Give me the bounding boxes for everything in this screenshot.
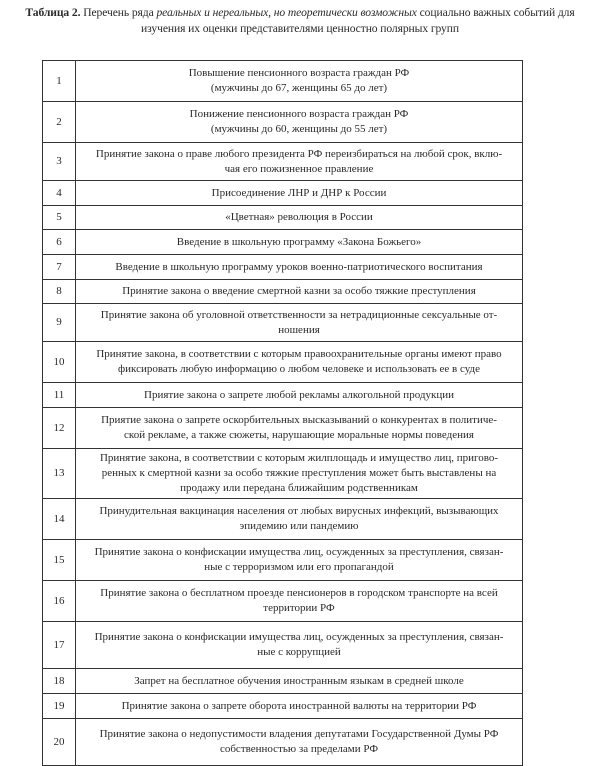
table-row xyxy=(43,255,523,280)
event-description-line: ской рекламе, а также сюжеты, нарушающие моральные нормы поведения xyxy=(124,429,474,441)
event-description xyxy=(76,255,523,280)
event-description-line: Повышение пенсионного возраста граждан РФ xyxy=(188,67,410,79)
table-row xyxy=(43,342,523,383)
event-description-line: Принятие закона о конфискации имущества лиц, осужденных за преступления, связан- xyxy=(94,631,504,643)
event-description-line: (мужчины до 60, женщины до 55 лет) xyxy=(210,123,388,135)
row-number: 5 xyxy=(43,206,76,230)
events-table xyxy=(42,60,523,766)
event-description-line: Принятие закона о праве любого президента РФ переизбираться на любой срок, вклю- xyxy=(95,147,503,160)
table-row xyxy=(43,206,523,230)
caption-italic-text: реальных и нереальных, но теоретически возможных xyxy=(156,6,417,19)
table-row xyxy=(43,719,523,766)
row-number: 2 xyxy=(43,102,76,143)
table-row xyxy=(43,540,523,581)
event-description-line: ные с терроризмом или его пропагандой xyxy=(204,561,394,573)
event-description-line: чая его пожизненное правление xyxy=(224,162,374,175)
table-row xyxy=(43,694,523,719)
row-number: 19 xyxy=(43,694,76,719)
event-description xyxy=(76,102,523,143)
row-number: 15 xyxy=(43,540,76,581)
row-number: 6 xyxy=(43,230,76,255)
event-description-line: «Цветная» революция в России xyxy=(225,211,373,223)
event-description-line: территории РФ xyxy=(263,602,335,614)
event-description xyxy=(76,304,523,342)
event-description-line: ные с коррупцией xyxy=(257,646,341,658)
event-description xyxy=(76,280,523,304)
event-description-line: Принятие закона о бесплатном проезде пенсионеров в городском транспорте на всей xyxy=(100,587,498,599)
event-description-line: Приятие закона о запрете любой рекламы алкогольной продукции xyxy=(144,388,454,401)
event-description xyxy=(76,408,523,449)
event-description-line: Принятие закона о конфискации имущества лиц, осужденных за преступления, связан- xyxy=(94,546,504,558)
event-description-line: (мужчины до 67, женщины 65 до лет) xyxy=(210,82,388,94)
event-description xyxy=(76,540,523,581)
event-description xyxy=(76,622,523,669)
event-description-line: продажу или передана ближайшим родственникам xyxy=(180,482,418,494)
row-number: 13 xyxy=(43,449,76,499)
event-description xyxy=(76,143,523,181)
table-row xyxy=(43,61,523,102)
event-description-line: ношения xyxy=(278,323,320,336)
event-description-line: ренных к смертной казни за особо тяжкие преступления может быть выставлены на xyxy=(101,467,497,479)
row-number: 9 xyxy=(43,304,76,342)
event-description xyxy=(76,581,523,622)
caption-text-after: социально важных событий для изучения их оценки представителями ценностно полярных групп xyxy=(141,6,575,35)
event-description-line: Принятие закона о введение смертной казни за особо тяжкие преступления xyxy=(122,285,476,297)
event-description-line: эпидемию или пандемию xyxy=(239,520,359,532)
table-row xyxy=(43,449,523,499)
event-description xyxy=(76,61,523,102)
event-description xyxy=(76,383,523,408)
table-row xyxy=(43,383,523,408)
row-number: 3 xyxy=(43,143,76,181)
table-row xyxy=(43,230,523,255)
row-number: 8 xyxy=(43,280,76,304)
row-number: 4 xyxy=(43,181,76,206)
event-description-line: Присоединение ЛНР и ДНР к России xyxy=(211,186,387,199)
row-number: 11 xyxy=(43,383,76,408)
table-row xyxy=(43,304,523,342)
event-description-line: Принятие закона, в соответствии с которым жилплощадь и имущество лиц, пригово- xyxy=(99,452,499,464)
row-number: 14 xyxy=(43,499,76,540)
event-description-line: Принятие закона, в соответствии с которым правоохранительные органы имеют право xyxy=(96,348,502,360)
event-description-line: Принятие закона о запрете оборота иностранной валюты на территории РФ xyxy=(121,699,477,712)
row-number: 17 xyxy=(43,622,76,669)
row-number: 12 xyxy=(43,408,76,449)
event-description xyxy=(76,669,523,694)
event-description xyxy=(76,230,523,255)
table-row xyxy=(43,280,523,304)
table-row xyxy=(43,181,523,206)
caption-label: Таблица 2. xyxy=(25,6,81,19)
table-row xyxy=(43,143,523,181)
table-row xyxy=(43,499,523,540)
table-row xyxy=(43,408,523,449)
event-description-line: Понижение пенсионного возраста граждан РФ xyxy=(189,108,409,120)
event-description xyxy=(76,181,523,206)
row-number: 18 xyxy=(43,669,76,694)
event-description-line: собственностью за пределами РФ xyxy=(219,743,379,755)
row-number: 1 xyxy=(43,61,76,102)
caption-text-before: Перечень ряда xyxy=(80,6,157,19)
row-number: 20 xyxy=(43,719,76,766)
event-description xyxy=(76,694,523,719)
event-description-line: Запрет на бесплатное обучения иностранным языкам в средней школе xyxy=(134,674,464,687)
event-description-line: Принятие закона об уголовной ответственности за нетрадиционные сексуальные от- xyxy=(100,308,498,321)
row-number: 16 xyxy=(43,581,76,622)
event-description xyxy=(76,206,523,230)
table-row xyxy=(43,622,523,669)
event-description-line: Приятие закона о запрете оскорбительных высказываний о конкурентах в политиче- xyxy=(101,414,497,426)
event-description xyxy=(76,449,523,499)
event-description-line: Введение в школьную программу уроков военно-патриотического воспитания xyxy=(115,260,483,273)
event-description-line: Введение в школьную программу «Закона Божьего» xyxy=(176,235,422,248)
row-number: 7 xyxy=(43,255,76,280)
table-caption xyxy=(6,5,594,37)
event-description xyxy=(76,342,523,383)
table-row xyxy=(43,581,523,622)
table-row xyxy=(43,669,523,694)
event-description xyxy=(76,719,523,766)
event-description xyxy=(76,499,523,540)
table-row xyxy=(43,102,523,143)
event-description-line: Принудительная вакцинация населения от любых вирусных инфекций, вызывающих xyxy=(99,505,499,517)
row-number: 10 xyxy=(43,342,76,383)
event-description-line: Принятие закона о недопустимости владения депутатами Государственной Думы РФ xyxy=(99,728,499,740)
event-description-line: фиксировать любую информацию о любом человеке и использовать ее в суде xyxy=(118,363,480,375)
